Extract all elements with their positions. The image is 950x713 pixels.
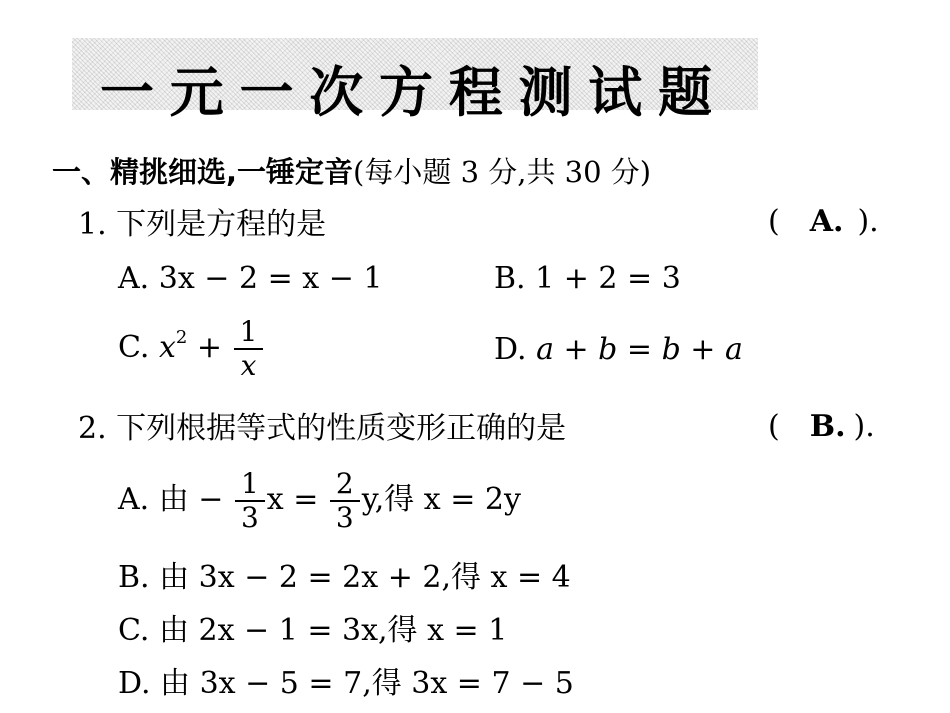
q1-option-c — [118, 316, 265, 382]
option-label: D. 由 — [118, 666, 200, 701]
fraction-numerator: 1 — [235, 468, 265, 502]
question-2-answer — [768, 405, 875, 449]
title-char: 元 — [169, 61, 224, 124]
title-char: 题 — [658, 61, 712, 124]
answer-value: B. — [809, 409, 846, 444]
option-exponent: 2 — [175, 327, 188, 348]
option-label: C. 由 — [118, 613, 199, 648]
answer-paren-left: ( — [768, 409, 780, 444]
option-expression: 3x − 2 = 2x + 2,得 x = 4 — [198, 560, 571, 595]
option-tail: y,得 x = 2y — [361, 482, 521, 517]
q1-option-b — [494, 257, 681, 301]
q1-option-d — [494, 328, 743, 372]
option-label: B. — [494, 261, 536, 296]
option-label: A. — [118, 261, 159, 296]
option-base: x — [158, 330, 176, 365]
answer-paren-right: ). — [857, 204, 879, 239]
answer-value: A. — [809, 204, 844, 239]
option-expression: a + b = b + a — [536, 332, 743, 367]
fraction-numerator: 1 — [234, 316, 264, 350]
title-char: 程 — [448, 61, 503, 124]
page-title — [96, 58, 716, 128]
fraction — [234, 316, 264, 382]
fraction — [330, 468, 360, 534]
title-char: 方 — [379, 61, 433, 124]
q2-option-d — [118, 662, 574, 706]
option-expression: 1 + 2 = 3 — [535, 261, 681, 296]
section-note: (每小题 3 分,共 30 分) — [353, 155, 652, 189]
answer-paren-left: ( — [768, 204, 780, 239]
q2-option-b — [118, 556, 571, 600]
option-expression: 3x − 5 = 7,得 3x = 7 − 5 — [199, 666, 574, 701]
fraction-denominator: 3 — [335, 501, 354, 534]
section-heading — [52, 150, 651, 194]
q1-option-a — [118, 257, 382, 301]
q2-option-a — [118, 468, 521, 534]
title-char: 一 — [239, 61, 294, 124]
option-label: B. 由 — [118, 560, 199, 595]
fraction — [235, 468, 265, 534]
option-middle: x = — [266, 482, 328, 517]
title-char: 测 — [518, 61, 573, 124]
title-char: 试 — [588, 61, 643, 124]
fraction-numerator: 2 — [330, 468, 360, 502]
option-plus: + — [187, 330, 232, 365]
question-1-stem: 1. 下列是方程的是 — [78, 207, 327, 242]
option-label: A. 由 − — [118, 482, 233, 517]
answer-paren-right: ). — [853, 409, 875, 444]
question-1-answer — [768, 200, 879, 244]
section-title: 一、精挑细选,一锤定音 — [52, 155, 354, 189]
question-2-stem: 2. 下列根据等式的性质变形正确的是 — [78, 411, 567, 446]
title-char: 次 — [309, 61, 364, 124]
option-expression: 2x − 1 = 3x,得 x = 1 — [198, 613, 508, 648]
fraction-denominator: 3 — [240, 501, 259, 534]
option-label: C. — [118, 330, 159, 365]
fraction-denominator: x — [240, 349, 257, 382]
title-char: 一 — [100, 61, 154, 124]
q2-option-c — [118, 609, 507, 653]
option-label: D. — [494, 332, 537, 367]
option-expression: 3x − 2 = x − 1 — [158, 261, 383, 296]
